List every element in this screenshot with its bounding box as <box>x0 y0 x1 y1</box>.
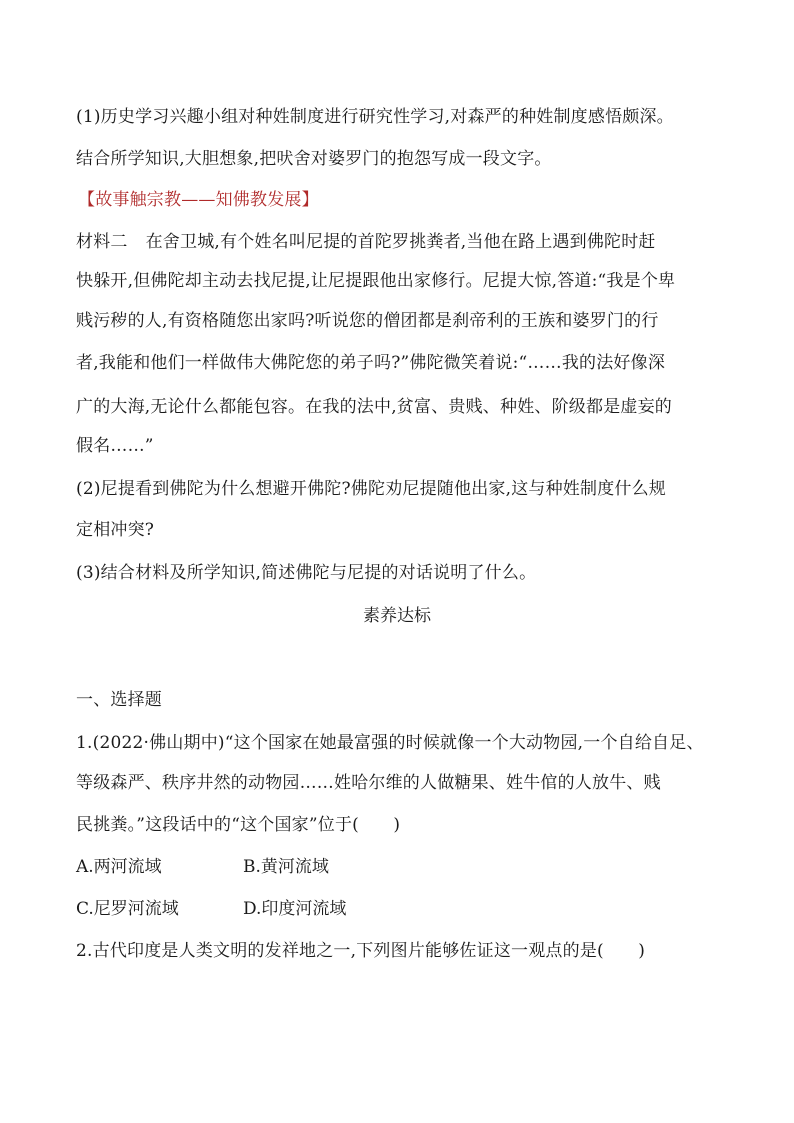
material2-line-2: 快躲开,但佛陀却主动去找尼提,让尼提跟他出家修行。尼提大惊,答道:“我是个卑 <box>76 271 676 291</box>
q3-line-1: (3)结合材料及所学知识,简述佛陀与尼提的对话说明了什么。 <box>76 563 537 583</box>
q2-line-1: (2)尼提看到佛陀为什么想避开佛陀?佛陀劝尼提随他出家,这与种姓制度什么规 <box>76 479 666 499</box>
q1-line-2: 结合所学知识,大胆想象,把吠舍对婆罗门的抱怨写成一段文字。 <box>76 149 552 169</box>
question1-line-2: 等级森严、秩序井然的动物园……姓哈尔维的人做糖果、姓牛倌的人放牛、贱 <box>76 773 661 793</box>
question2-line-1: 2.古代印度是人类文明的发祥地之一,下列图片能够佐证这一观点的是( ) <box>76 941 646 961</box>
material2-line-5: 广的大海,无论什么都能包容。在我的法中,贫富、贵贱、种姓、阶级都是虚妄的 <box>76 397 673 417</box>
q2-line-2: 定相冲突? <box>76 520 155 540</box>
section-title: 素养达标 <box>363 606 431 626</box>
question1-option-c[interactable]: C.尼罗河流域 <box>76 899 179 919</box>
question1-option-d[interactable]: D.印度河流域 <box>243 899 347 919</box>
material2-text-1: 在舍卫城,有个姓名叫尼提的首陀罗挑粪者,当他在路上遇到佛陀时赶 <box>145 232 656 252</box>
question1-line-1: 1.(2022·佛山期中)“这个国家在她最富强的时候就像一个大动物园,一个自给自足、 <box>76 733 704 753</box>
material2-line-4: 者,我能和他们一样做伟大佛陀您的弟子吗?”佛陀微笑着说:“……我的法好像深 <box>76 353 666 373</box>
part-heading: 一、选择题 <box>76 690 162 710</box>
material2-label: 材料二 <box>76 232 128 252</box>
material2-line-3: 贱污秽的人,有资格随您出家吗?听说您的僧团都是刹帝利的王族和婆罗门的行 <box>76 311 659 331</box>
question1-line-3: 民挑粪。”这段话中的“这个国家”位于( ) <box>76 815 401 835</box>
question1-option-b[interactable]: B.黄河流域 <box>243 857 329 877</box>
section-heading: 【故事触宗教——知佛教发展】 <box>78 190 319 210</box>
material2-line-6: 假名……” <box>76 436 154 456</box>
material2-line-1 <box>76 231 656 253</box>
q1-line-1: (1)历史学习兴趣小组对种姓制度进行研究性学习,对森严的种姓制度感悟颇深。 <box>76 107 674 127</box>
question1-option-a[interactable]: A.两河流域 <box>76 857 162 877</box>
